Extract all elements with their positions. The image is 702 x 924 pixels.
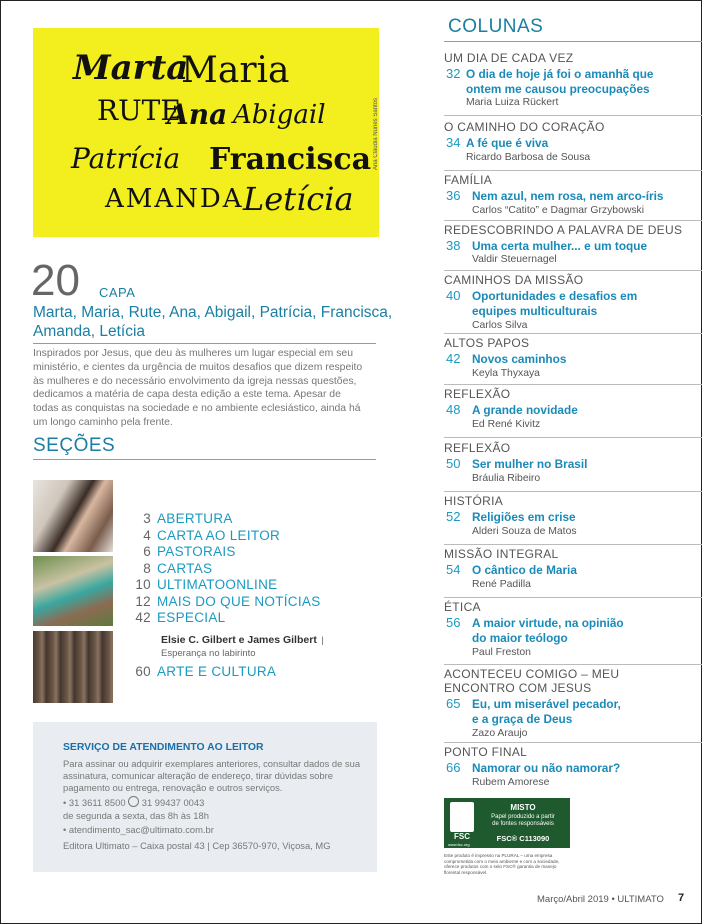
photo-slum — [33, 631, 113, 703]
cover-name-maria: Maria — [181, 50, 290, 91]
fsc-seal — [444, 798, 570, 848]
column-entry[interactable] — [444, 387, 578, 430]
column-entry[interactable] — [444, 600, 624, 658]
cover-name-rute: RUTE — [97, 94, 181, 127]
capa-label: CAPA — [99, 285, 136, 300]
divider — [444, 170, 702, 171]
column-category: REFLEXÃO — [444, 441, 511, 455]
section-page: 42 — [135, 610, 151, 625]
column-category: ENCONTRO COM JESUS — [444, 681, 592, 695]
service-line: Para assinar ou adquirir exemplares anteriores, consultar dados de sua — [63, 758, 361, 769]
column-entry[interactable] — [444, 547, 577, 590]
service-line: assinatura, comunicar alteração de endereço, tirar dúvidas sobre — [63, 770, 333, 781]
column-title-line: Oportunidades e desafios em — [472, 289, 638, 303]
section-page: 60 — [135, 663, 151, 679]
section-page: 3 — [143, 511, 151, 526]
column-page: 34 — [446, 135, 461, 150]
service-phones — [63, 796, 204, 808]
photo-children — [33, 556, 113, 626]
text-line: todas as conquistas na sociedade e no ambiente eclesiástico, ainda há — [33, 403, 361, 415]
column-entry[interactable] — [444, 336, 567, 379]
cover-name-abigail: Abigail — [233, 100, 326, 130]
divider — [33, 459, 376, 460]
column-page: 38 — [446, 238, 461, 253]
capa-description — [33, 347, 377, 430]
especial-authors: Elsie C. Gilbert e James Gilbert — [161, 633, 317, 646]
service-whatsapp[interactable]: 31 99437 0043 — [141, 797, 205, 808]
photo-women-portrait — [33, 480, 113, 552]
column-author: Ed René Kivitz — [472, 419, 541, 430]
divider — [444, 664, 702, 665]
footer-page-number: 7 — [678, 892, 685, 904]
column-author: Carlos “Catito” e Dagmar Grzybowski — [472, 205, 645, 216]
capa-title — [33, 303, 393, 341]
colunas-heading: COLUNAS — [448, 16, 544, 37]
column-category: REDESCOBRINDO A PALAVRA DE DEUS — [444, 223, 683, 237]
section-item[interactable] — [121, 544, 324, 561]
section-label: PASTORAIS — [157, 544, 236, 559]
divider — [444, 384, 702, 385]
photo-credit: Ana Cláudia Nunes Santos — [373, 98, 379, 171]
section-item[interactable] — [121, 610, 324, 627]
text-line: ministério, e cientes da urgência de muitos desafios que dizem respeito — [33, 361, 363, 373]
section-page: 4 — [143, 527, 151, 543]
fsc-note-line: comprometida com o meio ambiente e com a sociedade, — [444, 858, 560, 864]
column-category: CAMINHOS DA MISSÃO — [444, 273, 584, 287]
fsc-desc-line: de fontes responsáveis — [492, 821, 554, 827]
section-item[interactable] — [121, 561, 324, 578]
column-title — [472, 616, 624, 646]
divider — [444, 742, 702, 743]
text-line: às mulheres e do necessário envolvimento da igreja nessas questões, — [33, 375, 357, 387]
fsc-site: www.fsc.org — [448, 842, 470, 847]
column-author: René Padilla — [472, 579, 531, 590]
column-category: O CAMINHO DO CORAÇÃO — [444, 120, 605, 134]
column-page: 52 — [446, 509, 461, 524]
section-item[interactable] — [121, 594, 324, 611]
column-title — [472, 697, 621, 727]
especial-title: Esperança no labirinto — [161, 647, 256, 659]
column-entry[interactable] — [444, 173, 664, 216]
column-title: Namorar ou não namorar? — [472, 761, 621, 775]
column-title: Novos caminhos — [472, 352, 567, 366]
fsc-logo-text: FSC — [454, 832, 470, 841]
section-page: 8 — [143, 560, 151, 576]
divider — [444, 220, 702, 221]
section-label: ABERTURA — [157, 511, 233, 526]
column-entry[interactable] — [444, 223, 682, 265]
column-category: ACONTECEU COMIGO – MEU — [444, 667, 620, 681]
capa-page-number: 20 — [31, 256, 80, 305]
fsc-note-line: Este produto é impresso na PLURAL – uma empresa — [444, 853, 553, 858]
fsc-code: FSC® C113090 — [496, 834, 550, 843]
column-title — [472, 289, 637, 319]
cover-name-patricia: Patrícia — [71, 142, 181, 175]
column-title: A grande novidade — [472, 403, 578, 417]
column-title — [466, 67, 653, 97]
divider — [33, 343, 376, 344]
column-title: Nem azul, nem rosa, nem arco-íris — [472, 189, 664, 203]
column-author: Valdir Steuernagel — [472, 254, 557, 265]
divider — [444, 544, 702, 545]
fsc-desc-line: Papel produzido a partir — [491, 814, 555, 820]
capa-title-line: Marta, Maria, Rute, Ana, Abigail, Patrícia, Francisca, — [33, 304, 393, 321]
service-hours: de segunda a sexta, das 8h às 18h — [63, 810, 209, 821]
service-email[interactable]: • atendimento_sac@ultimato.com.br — [63, 824, 214, 835]
column-entry[interactable] — [444, 745, 621, 788]
column-entry[interactable] — [444, 51, 654, 108]
cover-name-ana: Ana — [167, 98, 228, 131]
section-label: ARTE E CULTURA — [157, 663, 277, 679]
column-entry[interactable] — [444, 273, 638, 331]
capa-title-line: Amanda, Letícia — [33, 323, 146, 340]
cover-name-marta: Marta — [73, 48, 189, 88]
column-title: Religiões em crise — [472, 510, 576, 524]
column-author: Paul Freston — [472, 647, 531, 658]
divider — [444, 491, 702, 492]
column-author: Ricardo Barbosa de Sousa — [466, 152, 591, 163]
column-category: MISSÃO INTEGRAL — [444, 547, 559, 561]
column-author: Zazo Araujo — [472, 728, 528, 739]
divider — [444, 597, 702, 598]
column-author: Carlos Silva — [472, 320, 528, 331]
column-entry[interactable] — [444, 441, 588, 484]
column-page: 56 — [446, 615, 461, 630]
column-title-line: e a graça de Deus — [472, 712, 573, 726]
section-item[interactable] — [121, 664, 324, 679]
column-author: Alderi Souza de Matos — [472, 526, 577, 537]
section-page: 6 — [143, 544, 151, 559]
column-title: Uma certa mulher... e um toque — [472, 239, 648, 253]
column-category: ÉTICA — [444, 600, 481, 614]
column-author: Rubem Amorese — [472, 777, 550, 788]
text-line: dedicamos a matéria de capa desta edição a este tema. Apesar de — [33, 389, 341, 401]
column-title-line: ontem me causou preocupações — [466, 82, 650, 96]
divider — [444, 115, 702, 116]
section-label: ULTIMATOONLINE — [157, 577, 278, 592]
secoes-heading: SEÇÕES — [33, 435, 116, 456]
section-item[interactable] — [121, 511, 324, 528]
column-category: UM DIA DE CADA VEZ — [444, 51, 574, 65]
section-item[interactable] — [121, 577, 324, 594]
section-page: 10 — [135, 577, 151, 592]
footer-issue: Março/Abril 2019 • ULTIMATO — [537, 894, 664, 905]
section-label: MAIS DO QUE NOTÍCIAS — [157, 593, 321, 609]
text-line: Inspirados por Jesus, que deu às mulheres um lugar especial em seu — [33, 348, 353, 359]
cover-image — [33, 28, 379, 237]
column-page: 66 — [446, 760, 461, 775]
column-category: HISTÓRIA — [444, 494, 504, 508]
fsc-desc — [480, 814, 566, 828]
service-line: pagamento ou entrega, renovação e outros serviços. — [63, 782, 283, 793]
column-page: 50 — [446, 456, 461, 471]
text-line: um longo caminho pela frente. — [33, 416, 173, 428]
fsc-tree-icon — [450, 802, 474, 832]
service-address: Editora Ultimato – Caixa postal 43 | Cep 36570-970, Viçosa, MG — [63, 840, 331, 851]
divider — [444, 437, 702, 438]
service-box — [33, 722, 377, 872]
whatsapp-icon — [128, 796, 139, 807]
column-category: FAMÍLIA — [444, 173, 493, 187]
column-title-line: equipes multiculturais — [472, 304, 598, 318]
column-entry[interactable] — [444, 494, 577, 537]
fsc-note-line: oferece produtos com o selo FSC® garantia de manejo — [444, 864, 557, 870]
divider — [444, 333, 702, 334]
column-page: 32 — [446, 66, 461, 81]
cover-name-leticia: Letícia — [243, 180, 354, 218]
column-page: 65 — [446, 696, 461, 711]
column-author: Bráulia Ribeiro — [472, 473, 541, 484]
column-title-line: Eu, um miserável pecador, — [472, 697, 621, 711]
column-title-line: do maior teólogo — [472, 631, 568, 645]
column-entry[interactable] — [444, 667, 619, 739]
column-title-line: A maior virtude, na opinião — [472, 616, 624, 630]
section-item[interactable] — [121, 528, 324, 545]
separator: | — [321, 634, 324, 646]
section-page: 12 — [135, 593, 151, 609]
column-page: 54 — [446, 562, 461, 577]
column-title-line: O dia de hoje já foi o amanhã que — [466, 67, 654, 81]
section-label: CARTAS — [157, 560, 213, 576]
column-category: ALTOS PAPOS — [444, 336, 530, 350]
column-page: 42 — [446, 351, 461, 366]
service-heading: SERVIÇO DE ATENDIMENTO AO LEITOR — [63, 742, 264, 753]
service-phone[interactable]: • 31 3611 8500 — [63, 797, 126, 808]
fsc-note-line: florestal responsável. — [444, 869, 488, 875]
column-title: A fé que é viva — [466, 136, 549, 150]
column-title: O cântico de Maria — [472, 563, 577, 577]
section-label: ESPECIAL — [157, 610, 226, 625]
column-author: Maria Luiza Rückert — [466, 97, 559, 108]
column-category: REFLEXÃO — [444, 387, 511, 401]
column-category: PONTO FINAL — [444, 745, 528, 759]
secoes-list — [121, 511, 324, 679]
section-label: CARTA AO LEITOR — [157, 527, 281, 543]
column-entry[interactable] — [444, 120, 605, 163]
especial-detail — [121, 630, 324, 659]
cover-name-francisca: Francisca — [209, 142, 372, 177]
column-page: 48 — [446, 402, 461, 417]
column-page: 36 — [446, 188, 461, 203]
fsc-note — [444, 853, 559, 875]
column-author: Keyla Thyxaya — [472, 368, 540, 379]
divider — [444, 270, 702, 271]
column-title: Ser mulher no Brasil — [472, 457, 588, 471]
divider — [444, 41, 702, 42]
fsc-label: MISTO — [510, 803, 536, 812]
cover-name-amanda: AMANDA — [105, 184, 244, 214]
column-page: 40 — [446, 288, 461, 303]
